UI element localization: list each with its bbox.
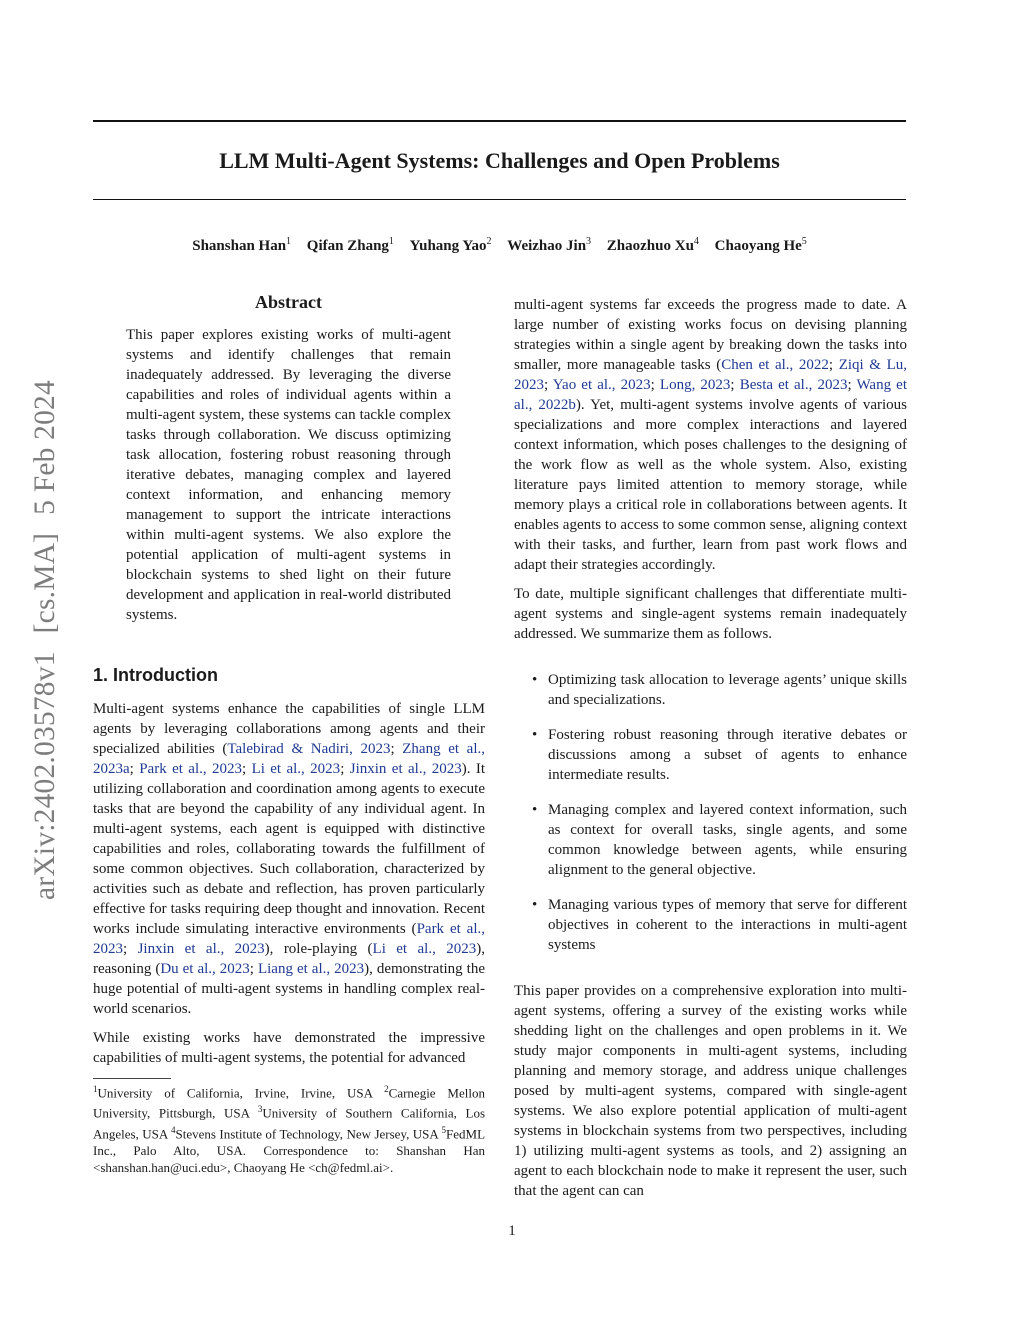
- list-item: • Managing complex and layered context information, such as context for overall tasks, single agents, and some common knowledge between agents, while ensuring alignment to the general objective.: [532, 802, 907, 878]
- section-heading-introduction: 1. Introduction: [93, 665, 218, 685]
- citation-link[interactable]: Park et al., 2023: [93, 921, 485, 957]
- arxiv-sidebar-stamp: [15, 340, 75, 940]
- right-paragraph-1: multi-agent systems far exceeds the progress made to date. A large number of existing works focus on devising planning strategies within a single agent by breaking down the tasks into smaller, more manageable tasks (Chen et al., 2022; Ziqi & Lu, 2023; Yao et al., 2023; Long, 2023; Besta et al., 2023; Wang et al., 2022b). Yet, multi-agent systems involve agents of various specializations and more complex interactions and layered context information, which poses challenges to the designing of the work flow as well as the whole system. Also, existing literature pays limited attention to memory storage, while memory plays a critical role in collaborations between agents. It enables agents to access to some common sense, aligning context with their tasks, and further, learn from past work flows and adapt their strategies accordingly.: [514, 297, 908, 573]
- citation-link[interactable]: Park et al., 2023: [139, 761, 243, 777]
- author: Shanshan Han$^1$: [192, 236, 292, 254]
- title-top-rule: [93, 120, 906, 122]
- list-item: • Managing various types of memory that serve for different objectives in coherent to the interactions in multi-agent systems: [532, 897, 907, 953]
- introduction-body: [93, 699, 485, 1068]
- challenges-list: [514, 670, 907, 970]
- list-item: • Optimizing task allocation to leverage agents’ unique skills and specializations.: [532, 672, 907, 708]
- author: Yuhang Yao$^2$: [409, 236, 492, 254]
- abstract-body: [126, 325, 451, 625]
- paper-title: LLM Multi-Agent Systems: Challenges and Open Problems: [219, 148, 780, 173]
- intro-paragraph-1: Multi-agent systems enhance the capabilities of single LLM agents by leveraging collaborations among agents and their specialized abilities (Talebirad & Nadiri, 2023; Zhang et al., 2023a; Park et al., 2023; Li et al., 2023; Jinxin et al., 2023). It utilizing collaboration and coordination among agents to execute tasks that are beyond the capability of any individual agent. In multi-agent systems, each agent is equipped with distinctive capabilities and roles, collaborating towards the fulfillment of some common objectives. Such collaboration, characterized by activities such as debate and reflection, has proven particularly effective for tasks requiring deep thought and innovation. Recent works include simulating interactive environments (Park et al., 2023; Jinxin et al., 2023), role-playing (Li et al., 2023), reasoning (Du et al., 2023; Liang et al., 2023), demonstrating the huge potential of multi-agent systems in handling complex real-world scenarios.: [93, 701, 486, 1017]
- list-item: • Fostering robust reasoning through iterative debates or discussions among a subset of agents to enhance intermediate results.: [532, 727, 907, 783]
- citation-link[interactable]: Jinxin et al., 2023: [349, 761, 462, 777]
- right-column-text: [514, 295, 907, 644]
- abstract-heading: Abstract: [255, 292, 322, 312]
- right-paragraph-2: To date, multiple significant challenges that differentiate multi-agent systems and single-agent systems remain inadequately addressed. We summarize them as follows.: [514, 586, 907, 642]
- citation-link[interactable]: Ziqi & Lu, 2023: [514, 357, 907, 393]
- arxiv-date: 5 Feb 2024: [28, 380, 61, 515]
- author: Zhaozhuo Xu$^4$: [606, 236, 699, 254]
- citation-link[interactable]: Jinxin et al., 2023: [137, 941, 265, 957]
- intro-paragraph-2: While existing works have demonstrated the impressive capabilities of multi-agent systems, the potential for advanced: [93, 1030, 485, 1066]
- footnote-rule: [93, 1078, 171, 1079]
- author-list: [93, 236, 906, 255]
- author: Qifan Zhang$^1$: [306, 236, 394, 254]
- author: Chaoyang He$^5$: [714, 236, 807, 254]
- right-paragraph-3: This paper provides on a comprehensive exploration into multi-agent systems, offering a survey of the existing works while shedding light on the challenges and open problems in it. We study major components in multi-agent systems, including planning and memory storage, and address unique challenges posed by multi-agent systems, compared with single-agent systems. We also explore potential application of multi-agent systems in blockchain systems from two perspectives, including 1) utilizing multi-agent systems as tools, and 2) assigning an agent to each blockchain node to make it represent the user, such that the agent can can: [514, 983, 907, 1199]
- arxiv-id: arXiv:2402.03578v1: [28, 651, 61, 900]
- citation-link[interactable]: Li et al., 2023: [251, 761, 341, 777]
- citation-link[interactable]: Talebirad & Nadiri, 2023: [227, 741, 391, 757]
- citation-link[interactable]: Long, 2023: [659, 377, 731, 393]
- citation-link[interactable]: Liang et al., 2023: [257, 961, 365, 977]
- citation-link[interactable]: Du et al., 2023: [160, 961, 250, 977]
- arxiv-category: [cs.MA]: [28, 532, 61, 634]
- affiliations-footnote: $^1$University of California, Irvine, Irvine, USA $^2$Carnegie Mellon University, Pittsburgh, USA $^3$University of Southern California, Los Angeles, USA $^4$Stevens Institute of Technology, New Jersey, USA $^5$FedML Inc., Palo Alto, USA. Correspondence to: Shanshan Han <shanshan.han@uci.edu>, Chaoyang He <ch@fedml.ai>.: [93, 1084, 486, 1175]
- author: Weizhao Jin$^3$: [507, 236, 592, 254]
- citation-link[interactable]: Li et al., 2023: [372, 941, 477, 957]
- abstract-text: This paper explores existing works of multi-agent systems and identify challenges that remain inadequately addressed. By leveraging the diverse capabilities and roles of individual agents within a multi-agent system, these systems can tackle complex tasks through collaboration. We discuss optimizing task allocation, fostering robust reasoning through iterative debates, managing complex and layered context information, and enhancing memory management to support the intricate interactions within multi-agent systems. We also explore the potential application of multi-agent systems in blockchain systems to shed light on their future development and application in real-world distributed systems.: [126, 327, 451, 623]
- citation-link[interactable]: Wang et al., 2022b: [514, 377, 907, 413]
- citation-link[interactable]: Chen et al., 2022: [721, 357, 829, 373]
- title-bottom-rule: [93, 199, 906, 200]
- page-number: 1: [508, 1223, 516, 1239]
- citation-link[interactable]: Zhang et al., 2023a: [93, 741, 486, 777]
- citation-link[interactable]: Besta et al., 2023: [739, 377, 848, 393]
- citation-link[interactable]: Yao et al., 2023: [552, 377, 651, 393]
